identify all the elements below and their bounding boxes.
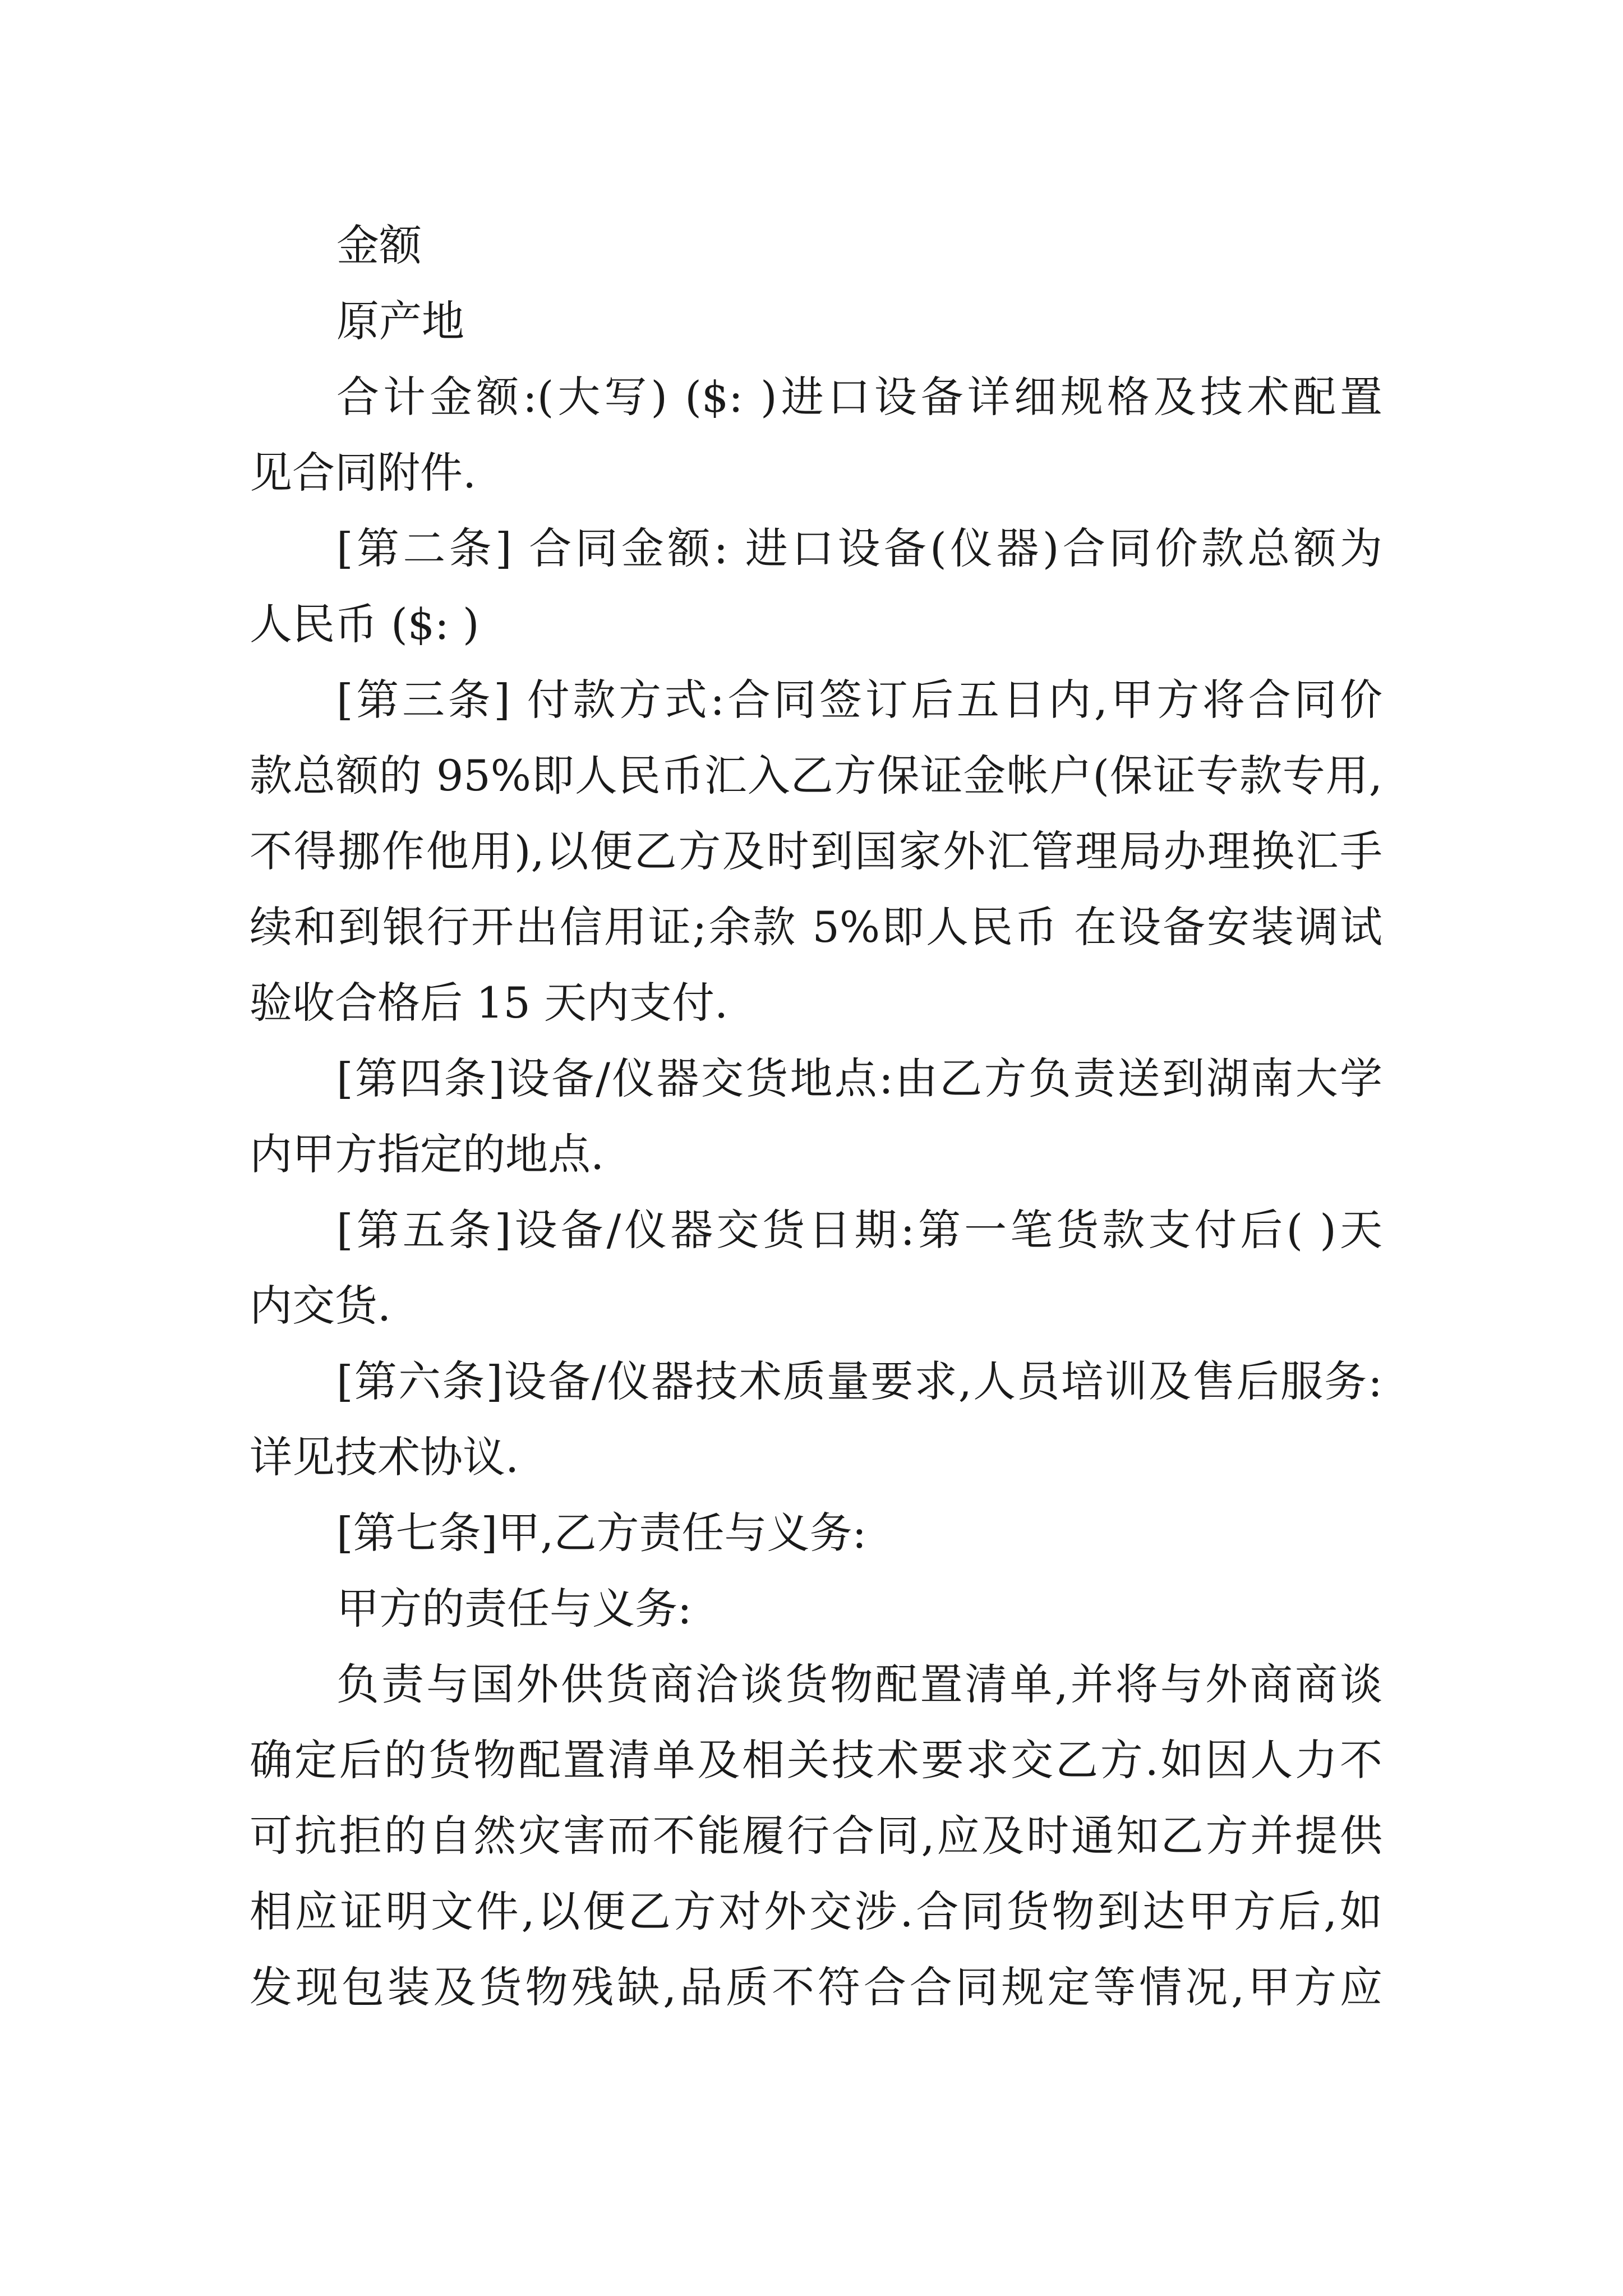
text-line-total-amount: 合计金额:(大写) ($: )进口设备详细规格及技术配置 [336,372,1382,422]
text-line-article-7: [第七条]甲,乙方责任与义务: [336,1508,867,1558]
text-line-article-3-cont-2: 不得挪作他用),以便乙方及时到国家外汇管理局办理换汇手 [250,826,1382,876]
text-line-article-5: [第五条]设备/仪器交货日期:第一笔货款支付后( )天 [336,1205,1382,1255]
text-line-party-a-para-3: 可抗拒的自然灾害而不能履行合同,应及时通知乙方并提供 [250,1811,1382,1861]
text-line-party-a-para-4: 相应证明文件,以便乙方对外交涉.合同货物到达甲方后,如 [250,1887,1382,1936]
document-body [250,208,1382,2025]
text-line-article-3-cont-4: 验收合格后 15 天内支付. [250,978,728,1028]
text-line-article-3-cont-1: 款总额的 95%即人民币汇入乙方保证金帐户(保证专款专用, [250,751,1382,800]
text-line-party-a-duties: 甲方的责任与义务: [336,1584,692,1634]
text-line-article-4-cont: 内甲方指定的地点. [250,1129,605,1179]
text-line-article-4: [第四条]设备/仪器交货地点:由乙方负责送到湖南大学 [336,1053,1382,1103]
text-line-rmb: 人民币 ($: ) [250,599,479,649]
text-line-party-a-para-5: 发现包装及货物残缺,品质不符合合同规定等情况,甲方应 [250,1962,1382,2012]
text-line-article-6-cont: 详见技术协议. [250,1432,519,1482]
text-line-article-6: [第六条]设备/仪器技术质量要求,人员培训及售后服务: [336,1356,1382,1406]
text-line-amount: 金额 [336,220,422,270]
text-line-see-attachment: 见合同附件. [250,448,477,498]
text-line-party-a-para-2: 确定后的货物配置清单及相关技术要求交乙方.如因人力不 [250,1735,1382,1785]
text-line-article-3: [第三条] 付款方式:合同签订后五日内,甲方将合同价 [336,675,1382,725]
text-line-article-5-cont: 内交货. [250,1281,391,1331]
text-line-origin: 原产地 [336,296,464,346]
text-line-article-3-cont-3: 续和到银行开出信用证;余款 5%即人民币 在设备安装调试 [250,902,1382,952]
text-line-article-2: [第二条] 合同金额: 进口设备(仪器)合同价款总额为 [336,523,1382,573]
text-line-party-a-para-1: 负责与国外供货商洽谈货物配置清单,并将与外商商谈 [336,1659,1382,1709]
